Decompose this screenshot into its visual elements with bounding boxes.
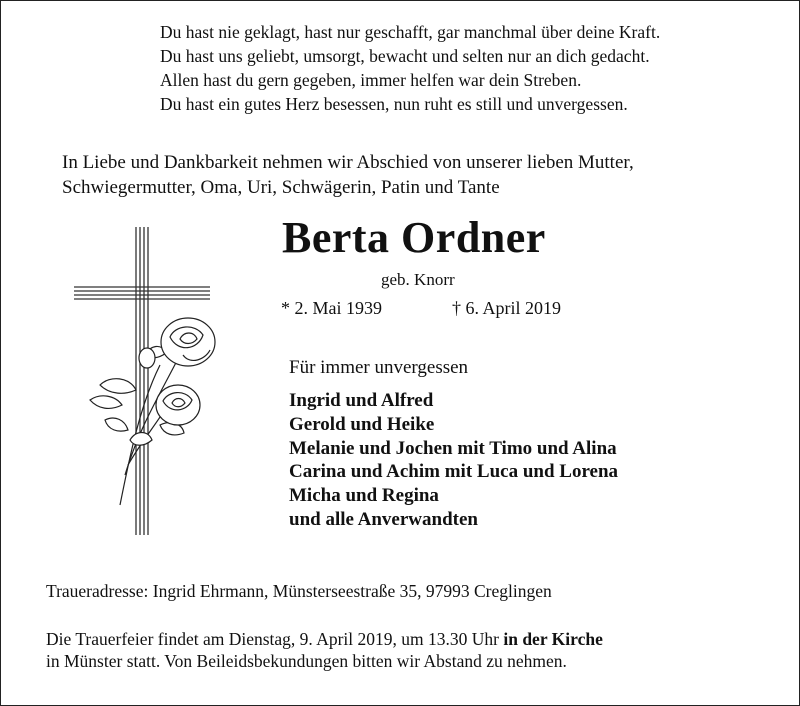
birth-date: * 2. Mai 1939: [281, 298, 382, 318]
poem-line: Allen hast du gern gegeben, immer helfen war dein Streben.: [160, 70, 582, 90]
service-info: [46, 628, 603, 672]
family-member: Carina und Achim mit Luca und Lorena: [289, 461, 619, 483]
service-location: in der Kirche: [503, 629, 603, 649]
family-member: Gerold und Heike: [289, 413, 435, 435]
intro-line: Schwiegermutter, Oma, Uri, Schwägerin, Patin und Tante: [62, 177, 500, 198]
family-member: Melanie und Jochen mit Timo und Alina: [289, 437, 617, 459]
intro-line: In Liebe und Dankbarkeit nehmen wir Abschied von unserer lieben Mutter,: [62, 152, 634, 173]
death-date: † 6. April 2019: [452, 298, 562, 318]
motto: Für immer unvergessen: [289, 357, 469, 378]
poem: [160, 20, 660, 116]
service-text-2: in Münster statt. Von Beileidsbekundungen bitten wir Abstand zu nehmen.: [46, 651, 567, 671]
family-member: Ingrid und Alfred: [289, 390, 434, 411]
family-member: und alle Anverwandten: [289, 508, 478, 530]
service-text: Die Trauerfeier findet am Dienstag, 9. April 2019, um 13.30 Uhr: [46, 629, 504, 649]
intro-text: [62, 150, 634, 200]
poem-line: Du hast ein gutes Herz besessen, nun ruht es still und unvergessen.: [160, 94, 628, 114]
family-list: [289, 389, 618, 532]
birth-name: geb. Knorr: [381, 270, 455, 289]
family-member: Micha und Regina: [289, 485, 439, 507]
poem-line: Du hast nie geklagt, hast nur geschafft, gar manchmal über deine Kraft.: [160, 22, 661, 42]
poem-line: Du hast uns geliebt, umsorgt, bewacht und selten nur an dich gedacht.: [160, 46, 650, 66]
roses-icon: [90, 318, 215, 505]
deceased-name: Berta Ordner: [282, 213, 546, 262]
mourning-address: Traueradresse: Ingrid Ehrmann, Münsterseestraße 35, 97993 Creglingen: [46, 581, 552, 601]
cross-icon: [70, 225, 220, 545]
